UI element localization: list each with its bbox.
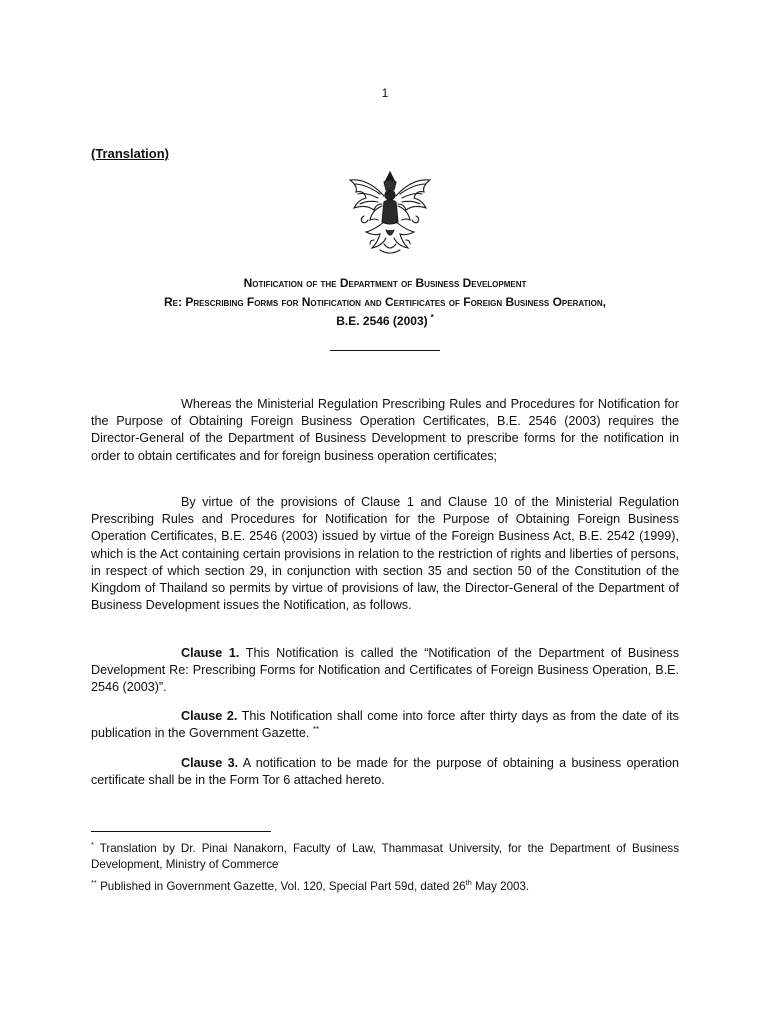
clause-2-text: This Notification shall come into force after thirty days as from the date of its publication in the Government Gazette. — [91, 709, 679, 741]
footnote-divider — [91, 831, 271, 832]
heading-subject: Re: Prescribing Forms for Notification and Certificates of Foreign Business Operation, — [163, 295, 606, 309]
footnote-1-text: Translation by Dr. Pinai Nanakorn, Faculty of Law, Thammasat University, for the Department of Business Development, Ministry of Commerce — [91, 842, 679, 871]
translation-label: (Translation) — [91, 146, 170, 161]
page-number: 1 — [381, 86, 389, 100]
footnote-2-text: Published in Government Gazette, Vol. 120, Special Part 59d, dated 26 — [100, 880, 466, 893]
clause-1 — [91, 645, 679, 697]
heading-title: Notification of the Department of Business Development — [243, 276, 527, 290]
footnote-2-text-end: May 2003. — [475, 880, 530, 893]
clause-3 — [91, 755, 679, 789]
footnote-2-mark: ** — [91, 878, 97, 888]
heading-year — [80, 313, 690, 328]
footnote-1-mark: * — [91, 840, 94, 850]
clause-3-text: A notification to be made for the purpose of obtaining a business operation certificate shall be in the Form Tor 6 attached hereto. — [91, 756, 679, 788]
clause-2-label: Clause 2. — [181, 709, 238, 723]
preamble-paragraph — [91, 396, 679, 465]
authority-paragraph — [91, 494, 679, 614]
garuda-emblem-icon — [344, 170, 436, 258]
footnote-1 — [91, 841, 679, 873]
clause-1-text: This Notification is called the “Notification of the Department of Business Development Re: Prescribing Forms for Notification and Certificates of Foreign Business Operation, B.E. 2546 (2003)”. — [91, 646, 679, 695]
clause-3-label: Clause 3. — [181, 756, 239, 770]
heading-year-text: B.E. 2546 (2003) — [336, 314, 428, 328]
footnote-2-ordinal: th — [465, 878, 472, 888]
heading-footnote-mark: * — [430, 313, 434, 322]
authority-text: By virtue of the provisions of Clause 1 and Clause 10 of the Ministerial Regulation Prescribing Rules and Procedures for Notification for the Purpose of Obtaining Foreign Business Operation Certificates, B.E. 2546 (2003) issued by virtue of the Foreign Business Act, B.E. 2542 (1999), which is the Act containing certain provisions in relation to the restriction of rights and liberties of persons, in respect of which section 29, in conjunction with section 35 and section 50 of the Constitution of the Kingdom of Thailand so permits by virtue of provisions of law, the Director-General of the Department of Business Development issues the Notification, as follows. — [91, 495, 679, 613]
clause-2 — [91, 708, 679, 742]
heading-divider — [330, 350, 440, 351]
clause-2-footnote-mark: ** — [312, 725, 320, 735]
clause-1-label: Clause 1. — [181, 646, 240, 660]
preamble-text: Whereas the Ministerial Regulation Prescribing Rules and Procedures for Notification for the Purpose of Obtaining Foreign Business Operation Certificates, B.E. 2546 (2003) requires the Director-General of the Department of Business Development to prescribe forms for the notification in order to obtain certificates and for foreign business operation certificates; — [91, 397, 679, 463]
footnote-2 — [91, 879, 679, 895]
